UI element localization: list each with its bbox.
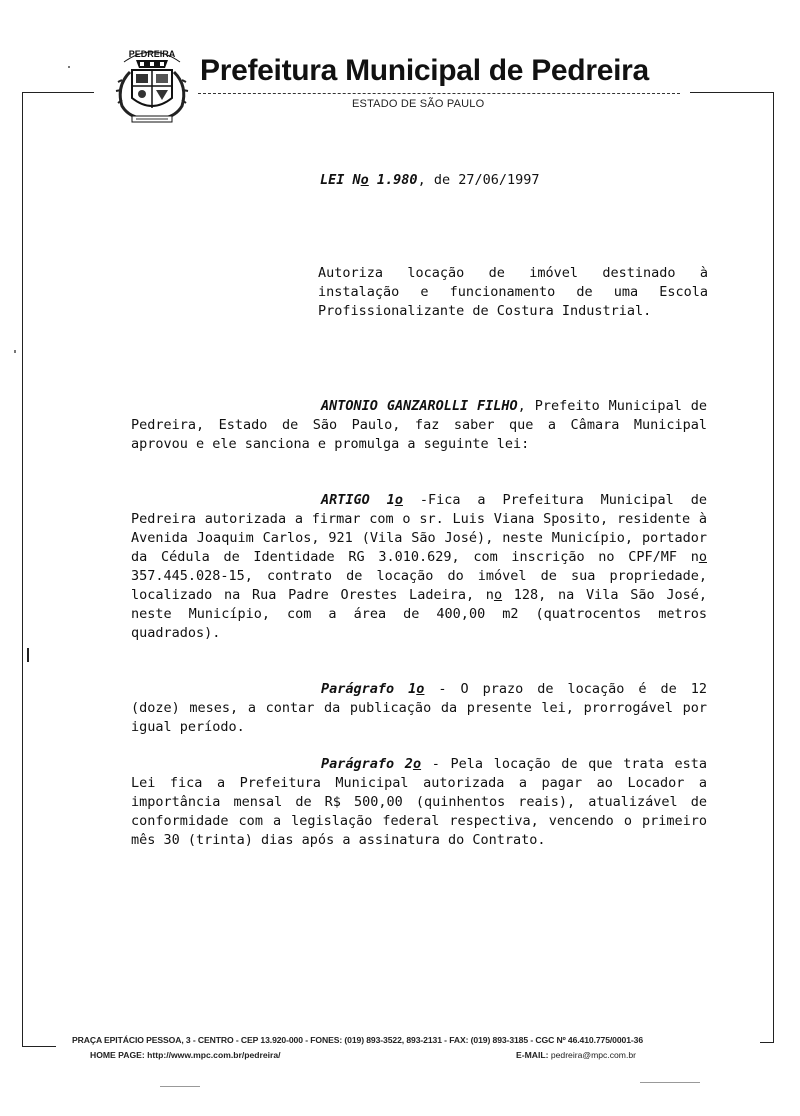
law-prefix: LEI N: [320, 172, 361, 188]
law-number: 1.980: [368, 172, 418, 188]
frame-line-right: [773, 92, 774, 1042]
frame-line-top-left: [22, 92, 94, 93]
paragraph-1-text: - O prazo de locação é de 12 (doze) meses, a contar da publicação da presente lei, prorrogável por igual período.: [131, 681, 708, 735]
homepage-link[interactable]: http://www.mpc.com.br/pedreira/: [144, 1050, 281, 1060]
state-name: ESTADO DE SÃO PAULO: [352, 98, 485, 110]
email-label: E-MAIL:: [516, 1050, 549, 1060]
article-1-label: ARTIGO 1: [321, 492, 395, 508]
scan-speck: [160, 1086, 200, 1087]
article-1-ordinal-address: o: [493, 587, 503, 603]
crest-lettering: PEDREIRA: [128, 49, 176, 59]
footer-address: PRAÇA EPITÁCIO PESSOA, 3 - CENTRO - CEP 13.920-000 - FONES: (019) 893-3522, 893-2131 - FAX: (019) 893-3185 - CGC Nº 46.410.775/0001-36: [72, 1035, 644, 1045]
email-link[interactable]: pedreira@mpc.com.br: [548, 1050, 636, 1060]
footer-email: [516, 1050, 636, 1060]
header-rule: [198, 93, 680, 94]
article-1-text-b: 357.445.028-15, contrato de locação do imóvel de sua propriedade, localizado na Rua Padre Orestes Ladeira, n: [131, 568, 707, 603]
scan-speck: [14, 350, 16, 353]
law-ordinal: o: [360, 172, 369, 188]
paragraph-2-ordinal: o: [412, 756, 422, 772]
scan-speck: [640, 1082, 700, 1083]
intro-paragraph: [131, 397, 707, 454]
frame-line-left: [22, 92, 23, 1047]
frame-line-bottom-right: [760, 1042, 774, 1043]
intro-text: , Prefeito Municipal de Pedreira, Estado de São Paulo, faz saber que a Câmara Municipal aprovou e ele sanciona e promulga a seguinte lei:: [131, 398, 707, 452]
article-1-text-c: 128, na Vila São José, neste Município, com a área de 400,00 m2 (quatrocentos metros quadrados).: [131, 587, 707, 641]
homepage-label: HOME PAGE:: [90, 1050, 145, 1060]
mayor-name: ANTONIO GANZAROLLI FILHO: [321, 398, 518, 414]
article-1-ordinal-cpf: o: [698, 549, 707, 565]
scan-speck: [68, 66, 70, 68]
law-title: [320, 172, 539, 188]
footer-homepage: [90, 1050, 281, 1060]
article-1: [131, 491, 707, 643]
municipal-crest-logo: [110, 40, 194, 126]
frame-line-top-right: [690, 92, 774, 93]
paragraph-2-label: Parágrafo 2: [321, 756, 413, 772]
law-date: , de 27/06/1997: [417, 172, 540, 188]
paragraph-1-ordinal: o: [416, 681, 425, 697]
municipality-name: Prefeitura Municipal de Pedreira: [200, 54, 649, 87]
paragraph-2-text: - Pela locação de que trata esta Lei fica a Prefeitura Municipal autorizada a pagar ao Locador a importância mensal de R$ 500,00 (quinhentos reais), atualizável de conformidade com a legislação federal respectiva, vencendo o primeiro mês 30 (trinta) dias após a assinatura do Contrato.: [131, 756, 707, 848]
paragraph-2: [131, 755, 707, 850]
scan-speck: [27, 648, 29, 662]
article-1-ordinal: o: [394, 492, 403, 508]
paragraph-1-label: Parágrafo 1: [321, 681, 417, 697]
law-summary: Autoriza locação de imóvel destinado à instalação e funcionamento de uma Escola Profissionalizante de Costura Industrial.: [318, 265, 708, 319]
frame-line-bottom-left: [22, 1046, 56, 1047]
paragraph-1: [131, 680, 707, 737]
article-1-text-a: -Fica a Prefeitura Municipal de Pedreira autorizada a firmar com o sr. Luis Viana Sposito, residente à Avenida Joaquim Carlos, 921 (Vila São José), neste Município, portador da Cédula de Identidade RG 3.010.629, com inscrição no CPF/MF n: [131, 492, 707, 565]
